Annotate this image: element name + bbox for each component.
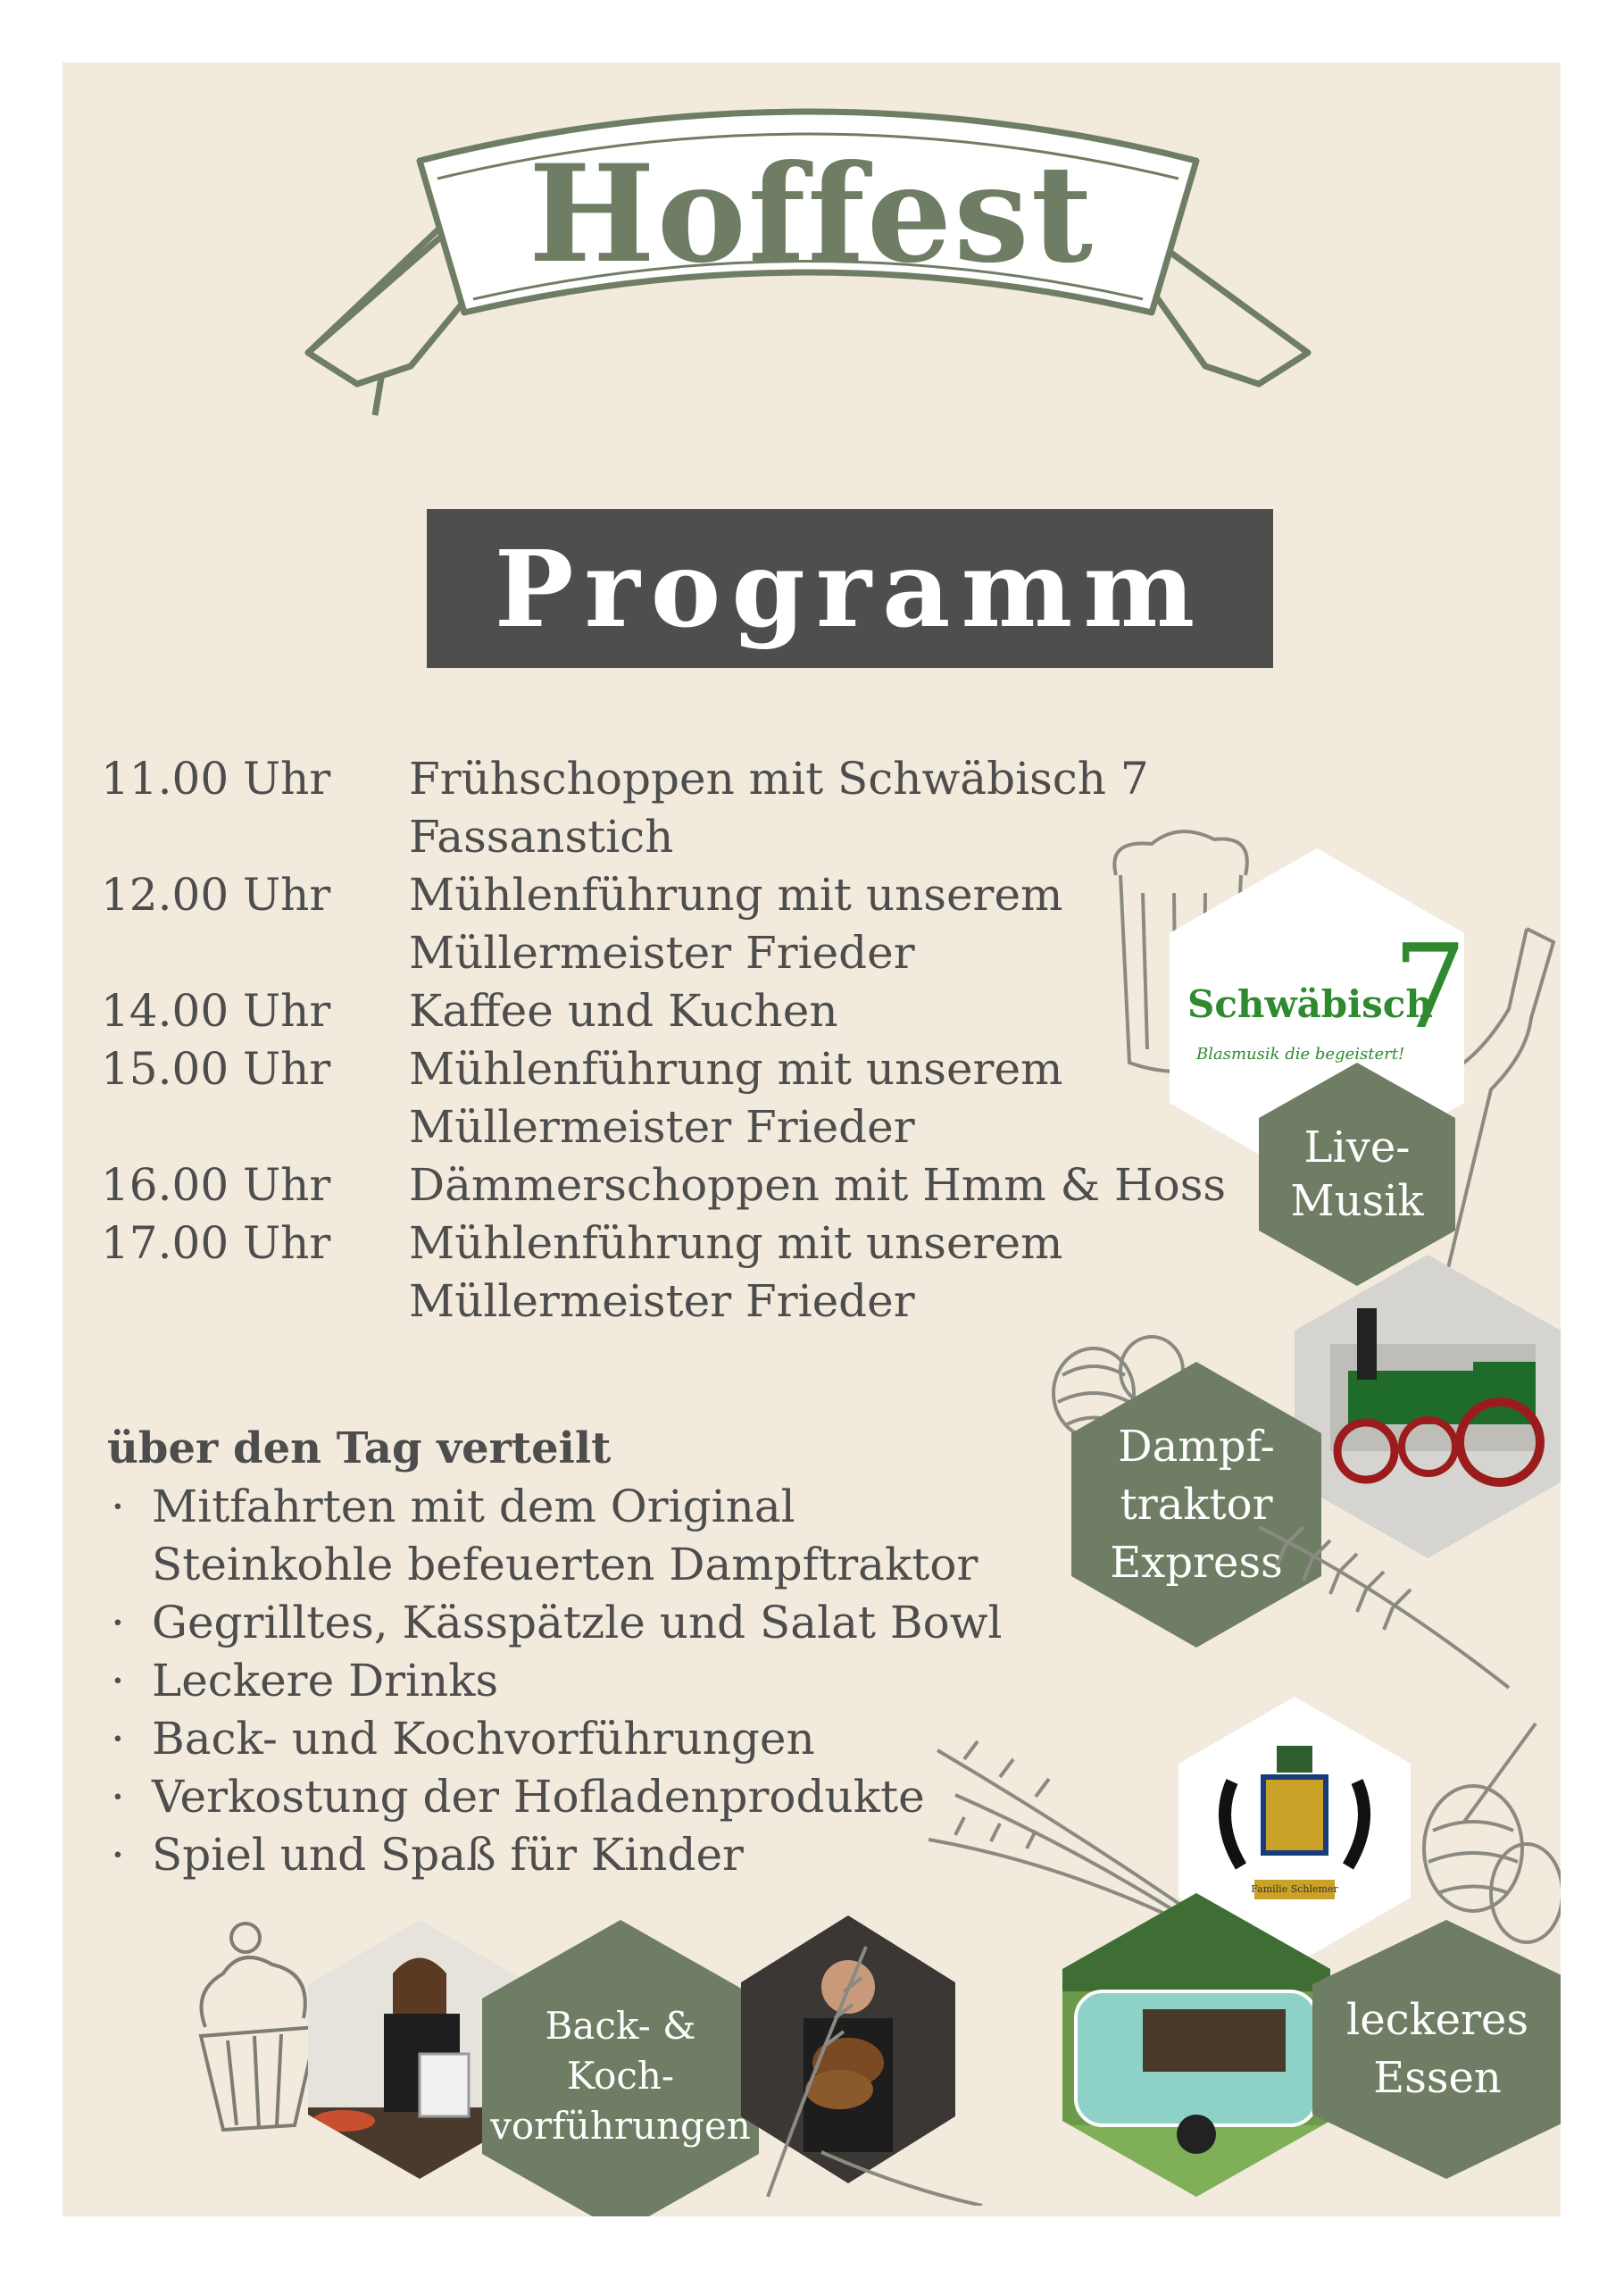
- list-item: · Back- und Kochvorführungen: [107, 1710, 1143, 1768]
- schedule-time: 14.00 Uhr: [101, 985, 331, 1037]
- list-item: · Gegrilltes, Kässpätzle und Salat Bowl: [107, 1594, 1143, 1652]
- schedule-time: 16.00 Uhr: [101, 1159, 331, 1211]
- program-heading-box: [427, 509, 1273, 668]
- page-title: Hoffest: [529, 136, 1095, 293]
- list-item: · Leckere Drinks: [107, 1652, 1143, 1710]
- activities-heading: über den Tag verteilt: [107, 1423, 612, 1473]
- crest-caption: Familie Schlemer: [1251, 1883, 1338, 1895]
- wheat-stalk-icon: [759, 1938, 991, 2206]
- schedule-time: 17.00 Uhr: [101, 1217, 331, 1269]
- list-item: · Spiel und Spaß für Kinder: [107, 1826, 1143, 1884]
- schedule-time: 15.00 Uhr: [101, 1043, 331, 1095]
- schedule-description: Frühschoppen mit Schwäbisch 7 Fassanstich: [409, 753, 1149, 863]
- tractor-label: Dampf- traktor Express: [1110, 1421, 1283, 1588]
- band-logo-tagline: Blasmusik die begeistert!: [1196, 1045, 1405, 1064]
- band-logo-name: Schwäbisch: [1187, 982, 1433, 1026]
- list-item: · Mitfahrten mit dem Original Steinkohle befeuerten Dampftraktor: [107, 1478, 1143, 1594]
- baking-label: Back- & Koch- vorführungen: [490, 2004, 751, 2148]
- schedule-description: Dämmerschoppen mit Hmm & Hoss: [409, 1159, 1227, 1211]
- schedule-description: Mühlenführung mit unserem Müllermeister Frieder: [409, 1043, 1063, 1153]
- schedule-time: 12.00 Uhr: [101, 869, 331, 921]
- food-truck-photo: [1062, 1893, 1330, 2197]
- band-logo-number: 7: [1393, 919, 1467, 1055]
- schedule-description: Mühlenführung mit unserem Müllermeister Frieder: [409, 869, 1063, 979]
- schedule-time: 11.00 Uhr: [101, 753, 331, 805]
- schedule-description: Kaffee und Kuchen: [409, 985, 838, 1037]
- wheat-icon: [1250, 1509, 1518, 1697]
- live-music-label: Live- Musik: [1290, 1122, 1424, 1226]
- list-item: · Verkostung der Hofladenprodukte: [107, 1768, 1143, 1826]
- schedule-row: [101, 1214, 1351, 1331]
- poster: [62, 63, 1561, 2216]
- schedule-description: Mühlenführung mit unserem Müllermeister Frieder: [409, 1217, 1063, 1327]
- program-heading: Programm: [494, 526, 1206, 651]
- food-label: leckeres Essen: [1345, 1995, 1529, 2103]
- schedule-row: [101, 1156, 1351, 1214]
